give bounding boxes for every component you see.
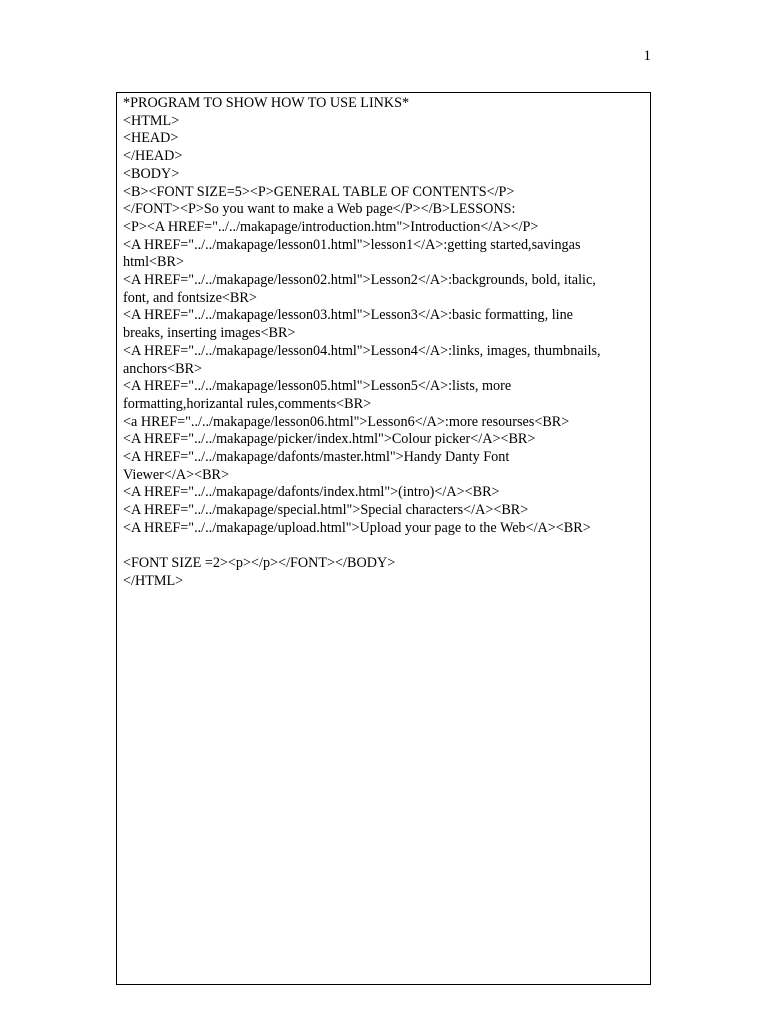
code-line: <HTML>: [123, 112, 180, 129]
code-line: <P><A HREF="../../makapage/introduction.htm">Introduction</A></P>: [123, 218, 539, 235]
code-line: <a HREF="../../makapage/lesson06.html">Lesson6</A>:more resourses<BR>: [123, 413, 570, 430]
code-line: <BODY>: [123, 165, 180, 182]
code-line: formatting,horizantal rules,comments<BR>: [123, 395, 372, 412]
page-number: 1: [643, 48, 651, 64]
code-line: <A HREF="../../makapage/picker/index.html">Colour picker</A><BR>: [123, 431, 536, 448]
code-line: <A HREF="../../makapage/lesson04.html">Lesson4</A>:links, images, thumbnails,: [123, 342, 601, 359]
code-line: html<BR>: [123, 254, 184, 271]
code-line: <A HREF="../../makapage/dafonts/index.html">(intro)</A><BR>: [123, 484, 500, 501]
code-line: <A HREF="../../makapage/upload.html">Upload your page to the Web</A><BR>: [123, 519, 591, 536]
code-listing-box: [116, 92, 651, 985]
code-line: *PROGRAM TO SHOW HOW TO USE LINKS*: [123, 95, 410, 111]
code-line: anchors<BR>: [123, 360, 203, 377]
code-line: <HEAD>: [123, 130, 179, 147]
code-line: breaks, inserting images<BR>: [123, 325, 296, 342]
code-line: <A HREF="../../makapage/lesson05.html">Lesson5</A>:lists, more: [123, 378, 512, 395]
code-line: </HTML>: [123, 572, 184, 589]
code-line: Viewer</A><BR>: [123, 466, 230, 483]
code-line: <A HREF="../../makapage/lesson03.html">Lesson3</A>:basic formatting, line: [123, 307, 573, 324]
code-line: <A HREF="../../makapage/lesson02.html">Lesson2</A>:backgrounds, bold, italic,: [123, 272, 596, 289]
code-line: <A HREF="../../makapage/dafonts/master.html">Handy Danty Font: [123, 449, 510, 466]
code-line: <A HREF="../../makapage/special.html">Special characters</A><BR>: [123, 502, 529, 519]
code-line: </HEAD>: [123, 148, 183, 165]
code-line: <FONT SIZE =2><p></p></FONT></BODY>: [123, 555, 396, 572]
code-line-blank: [123, 538, 644, 556]
code-line: font, and fontsize<BR>: [123, 289, 257, 306]
code-line: <A HREF="../../makapage/lesson01.html">lesson1</A>:getting started,savingas: [123, 236, 581, 253]
code-line: </FONT><P>So you want to make a Web page</P></B>LESSONS:: [123, 201, 516, 218]
code-line: <B><FONT SIZE=5><P>GENERAL TABLE OF CONTENTS</P>: [123, 183, 515, 200]
